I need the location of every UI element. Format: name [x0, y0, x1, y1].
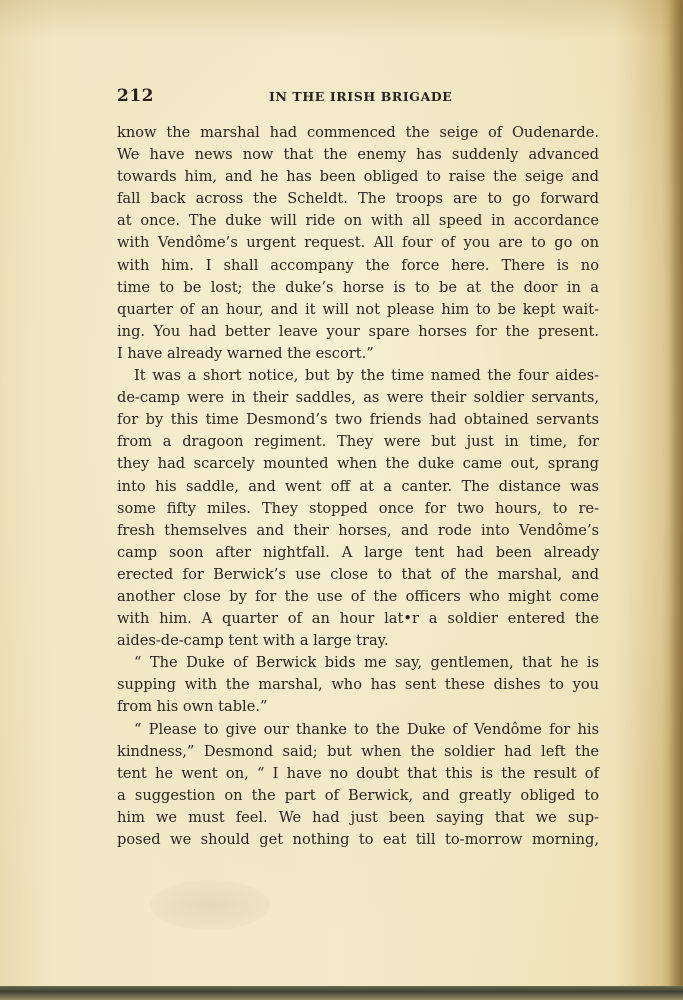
page-header	[117, 86, 599, 110]
text-line: towards him, and he has been obliged to raise the seige and	[117, 168, 599, 186]
text-line: with him. A quarter of an hour lat•r a soldier entered the	[117, 610, 599, 628]
paper-smudge	[150, 880, 270, 930]
text-line: de-camp were in their saddles, as were their soldier servants,	[117, 389, 599, 407]
text-line: time to be lost; the duke’s horse is to be at the door in a	[117, 278, 599, 296]
text-line: with him. I shall accompany the force here. There is no	[117, 256, 599, 274]
text-line: kindness,” Desmond said; but when the soldier had left the	[117, 742, 599, 760]
text-line: “ The Duke of Berwick bids me say, gentlemen, that he is	[134, 654, 599, 672]
text-line: erected for Berwick’s use close to that of the marshal, and	[117, 565, 599, 583]
page-edge-shadow	[669, 0, 683, 1000]
text-line: It was a short notice, but by the time named the four aides-	[134, 367, 599, 385]
text-line: with Vendôme’s urgent request. All four of you are to go on	[117, 234, 599, 252]
text-line: from a dragoon regiment. They were but just in time, for	[117, 433, 599, 451]
text-line: camp soon after nightfall. A large tent had been already	[117, 543, 599, 561]
running-head: IN THE IRISH BRIGADE	[269, 89, 453, 104]
text-line: some fifty miles. They stopped once for two hours, to re-	[117, 499, 599, 517]
text-line: aides-de-camp tent with a large tray.	[117, 632, 389, 650]
text-line: posed we should get nothing to eat till to-morrow morning,	[117, 831, 599, 848]
text-line: supping with the marshal, who has sent these dishes to you	[117, 676, 599, 694]
text-line: at once. The duke will ride on with all speed in accordance	[117, 212, 599, 230]
text-line: ing. You had better leave your spare horses for the present.	[117, 322, 599, 340]
text-line: fall back across the Scheldt. The troops are to go forward	[117, 190, 599, 208]
page-bottom-edge	[0, 986, 683, 1000]
text-line: a suggestion on the part of Berwick, and greatly obliged to	[117, 786, 599, 804]
text-line: into his saddle, and went off at a canter. The distance was	[117, 477, 599, 495]
text-line: fresh themselves and their horses, and rode into Vendôme’s	[117, 521, 599, 539]
text-line: another close by for the use of the officers who might come	[117, 587, 599, 605]
text-line: from his own table.”	[117, 698, 268, 716]
text-line: they had scarcely mounted when the duke came out, sprang	[117, 455, 599, 473]
text-line: We have news now that the enemy has suddenly advanced	[117, 146, 599, 164]
text-line: know the marshal had commenced the seige of Oudenarde.	[117, 124, 599, 141]
page-number: 212	[117, 86, 154, 106]
text-line: I have already warned the escort.”	[117, 344, 374, 362]
body-text	[117, 122, 599, 851]
text-line: quarter of an hour, and it will not please him to be kept wait-	[117, 300, 599, 318]
text-line: for by this time Desmond’s two friends had obtained servants	[117, 411, 599, 429]
text-line: him we must feel. We had just been saying that we sup-	[117, 808, 599, 826]
text-line: tent he went on, “ I have no doubt that this is the result of	[117, 764, 599, 782]
text-line: “ Please to give our thanke to the Duke of Vendôme for his	[134, 720, 599, 738]
